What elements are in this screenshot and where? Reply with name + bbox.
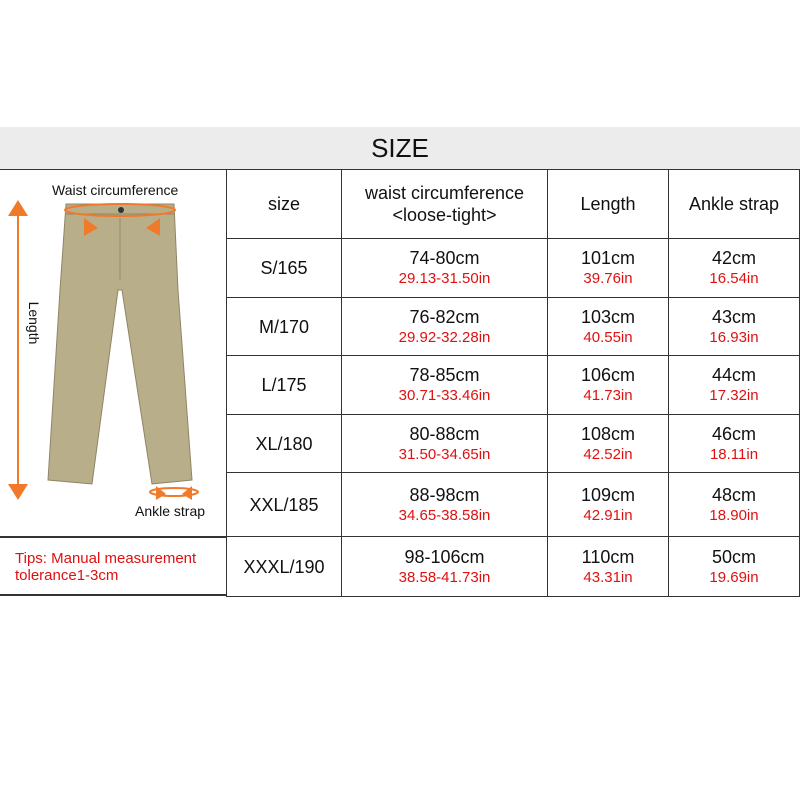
size-cell: XL/180 <box>227 415 342 473</box>
ankle-cell <box>669 239 800 298</box>
measurement-diagram <box>0 169 226 596</box>
table-row <box>227 298 800 356</box>
length-cell <box>548 537 669 597</box>
header-waist <box>342 170 548 239</box>
size-cell: S/165 <box>227 239 342 298</box>
waist-cell <box>342 356 548 415</box>
header-size: size <box>227 170 342 239</box>
ankle-cm: 50cm <box>711 546 756 567</box>
length-cm: 110cm <box>581 546 635 567</box>
ankle-in: 16.54in <box>709 270 759 287</box>
length-cm: 106cm <box>580 365 636 385</box>
waist-label: Waist circumference <box>52 182 179 198</box>
size-cell: XXXL/190 <box>227 537 342 597</box>
length-cell <box>548 473 669 537</box>
waist-cm: 78-85cm <box>409 365 480 385</box>
size-table <box>226 169 800 597</box>
ankle-cell <box>669 537 800 597</box>
ankle-cell <box>669 356 800 415</box>
table-row <box>227 356 800 415</box>
waist-in: 30.71-33.46in <box>398 387 491 404</box>
length-in: 41.73in <box>583 387 633 404</box>
table-row <box>227 537 800 597</box>
length-in: 40.55in <box>583 328 633 346</box>
table-row <box>227 473 800 537</box>
tips-line-1: Tips: Manual measurement <box>15 550 197 567</box>
tips-line-2: tolerance1-3cm <box>15 567 119 584</box>
length-in: 42.91in <box>583 506 633 524</box>
size-cell: M/170 <box>227 298 342 356</box>
length-cm: 108cm <box>580 423 636 444</box>
waist-in: 29.92-32.28in <box>398 328 491 346</box>
length-arrow-icon <box>8 200 28 500</box>
size-cell: XXL/185 <box>227 473 342 537</box>
waist-in: 29.13-31.50in <box>398 270 491 287</box>
table-header <box>227 170 800 239</box>
waist-cm: 98-106cm <box>404 546 485 567</box>
waist-cell <box>342 239 548 298</box>
size-chart-title: SIZE <box>0 127 800 169</box>
ankle-in: 19.69in <box>709 568 759 586</box>
waist-cell <box>342 473 548 537</box>
waist-in: 31.50-34.65in <box>398 445 491 463</box>
waist-cell <box>342 298 548 356</box>
header-ankle: Ankle strap <box>669 170 800 239</box>
table-row <box>227 239 800 298</box>
ankle-in: 18.90in <box>709 506 759 524</box>
ankle-cm: 46cm <box>711 423 756 444</box>
header-waist-line1: waist circumference <box>364 183 525 203</box>
divider <box>0 536 226 538</box>
ankle-label: Ankle strap <box>135 503 206 519</box>
ankle-in: 16.93in <box>709 328 759 346</box>
measurement-tips <box>15 550 196 584</box>
size-cell: L/175 <box>227 356 342 415</box>
ankle-in: 18.11in <box>709 445 759 463</box>
waist-cm: 76-82cm <box>409 306 480 327</box>
length-label: Length <box>26 301 42 345</box>
waist-cm: 80-88cm <box>409 423 480 444</box>
length-cm: 101cm <box>580 248 636 268</box>
length-cm: 109cm <box>580 484 636 505</box>
ankle-cm: 44cm <box>711 365 756 385</box>
length-in: 42.52in <box>583 445 633 463</box>
ankle-cm: 43cm <box>711 306 756 327</box>
ankle-arrow-icon <box>150 486 198 500</box>
ankle-cm: 42cm <box>711 248 756 268</box>
ankle-cm: 48cm <box>711 484 756 505</box>
length-in: 43.31in <box>583 568 633 586</box>
waist-cm: 74-80cm <box>409 248 480 268</box>
length-cell <box>548 356 669 415</box>
pants-image <box>48 204 192 484</box>
waist-cm: 88-98cm <box>409 484 480 505</box>
pants-illustration <box>0 170 226 540</box>
length-cell <box>548 415 669 473</box>
waist-cell <box>342 415 548 473</box>
length-cell <box>548 239 669 298</box>
header-length: Length <box>548 170 669 239</box>
ankle-cell <box>669 298 800 356</box>
waist-in: 34.65-38.58in <box>398 506 491 524</box>
length-cm: 103cm <box>580 306 636 327</box>
table-row <box>227 415 800 473</box>
waist-in: 38.58-41.73in <box>398 568 491 586</box>
ankle-in: 17.32in <box>709 387 759 404</box>
length-in: 39.76in <box>583 270 633 287</box>
length-cell <box>548 298 669 356</box>
ankle-cell <box>669 415 800 473</box>
header-waist-line2: <loose-tight> <box>392 205 497 225</box>
waist-cell <box>342 537 548 597</box>
ankle-cell <box>669 473 800 537</box>
